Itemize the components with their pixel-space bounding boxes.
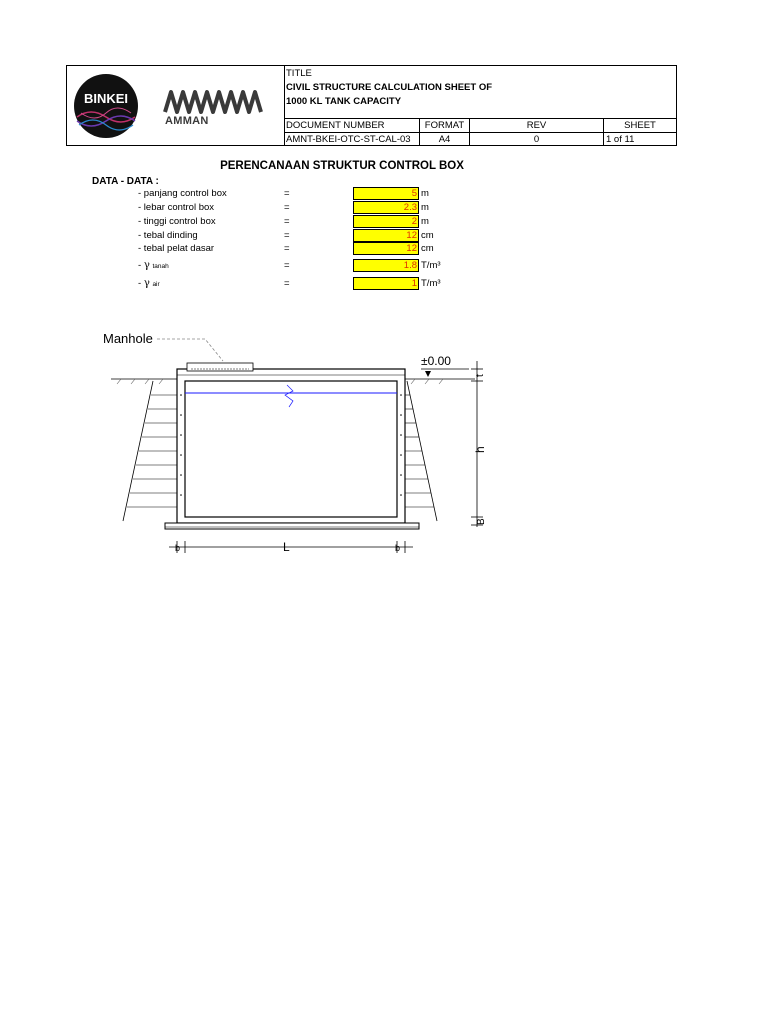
row-unit: T/m³ [421,278,441,289]
input-cell-tebal-dinding[interactable]: 12 [353,229,419,242]
title-label: TITLE [286,68,312,79]
row-unit: T/m³ [421,260,441,271]
manhole-label: Manhole [103,331,153,346]
meta-header-row [284,119,676,133]
base-slab [165,523,419,529]
rev-label: REV [470,119,604,132]
format-value: A4 [420,133,470,146]
rev-value: 0 [470,133,604,146]
row-label: - tebal dinding [138,230,198,241]
gamma-subscript: tanah [152,263,169,270]
sheet-label: SHEET [624,120,656,131]
row-equals: = [284,188,290,199]
row-equals: = [284,216,290,227]
row-label [138,260,169,271]
manhole-leader [157,339,223,361]
row-label: - tebal pelat dasar [138,243,215,254]
title-cell [284,66,676,119]
row-equals: = [284,243,290,254]
input-cell-gamma-air[interactable]: 1 [353,277,419,290]
dim-B-label: B [476,518,487,525]
manhole-cover [187,363,253,371]
row-unit: cm [421,243,434,254]
amman-brand-text: AMMAN [165,115,209,127]
row-unit: m [421,202,429,213]
row-unit: cm [421,230,434,241]
binkei-logo [73,73,139,139]
data-heading: DATA - DATA : [92,176,159,187]
gamma-symbol: γ [143,278,150,289]
row-label: - panjang control box [138,188,227,199]
gamma-subscript: air [152,281,160,288]
row-unit: m [421,216,429,227]
gamma-symbol: γ [143,260,150,271]
doc-number-label: DOCUMENT NUMBER [284,119,420,132]
dim-h-label: h [473,446,487,453]
svg-text:BINKEI: BINKEI [83,91,129,106]
title-block [66,65,677,146]
dim-b-right-label: b [395,543,401,553]
control-box-section-drawing [95,325,515,565]
row-unit: m [421,188,429,199]
backfill-hatch-left [127,395,177,507]
amman-wave-mark [163,88,263,114]
sheet-value: 1 of 11 [606,134,635,145]
row-equals: = [284,278,290,289]
meta-value-row [284,133,676,146]
title-line-1: CIVIL STRUCTURE CALCULATION SHEET OF [286,82,493,93]
row-label-prefix: - [138,260,144,271]
title-line-2: 1000 KL TANK CAPACITY [286,96,402,107]
row-equals: = [284,202,290,213]
section-title: PERENCANAAN STRUKTUR CONTROL BOX [220,160,464,172]
input-cell-gamma-tanah[interactable]: 1.8 [353,259,419,272]
input-cell-panjang[interactable]: 5 [353,187,419,200]
level-marker-icon [425,371,431,377]
input-cell-tebal-pelat[interactable]: 12 [353,242,419,255]
backfill-hatch-right [405,395,434,507]
doc-number-value: AMNT-BKEI-OTC-ST-CAL-03 [284,133,420,146]
row-label: - lebar control box [138,202,215,213]
format-label: FORMAT [420,119,470,132]
dim-L-label: L [283,540,290,554]
dim-b-left-label: b [175,543,181,553]
row-equals: = [284,260,290,271]
level-label: ±0.00 [421,354,451,368]
row-label: - tinggi control box [138,216,216,227]
row-equals: = [284,230,290,241]
row-label-prefix: - [138,278,144,289]
input-cell-lebar[interactable]: 2.3 [353,201,419,214]
ground-hatch-right [411,379,443,384]
box-inner-wall [185,381,397,517]
logo-cell [67,66,285,145]
row-label [138,278,160,289]
dim-t-label: t [475,374,486,377]
ground-hatch-left [117,379,163,384]
input-cell-tinggi[interactable]: 2 [353,215,419,228]
